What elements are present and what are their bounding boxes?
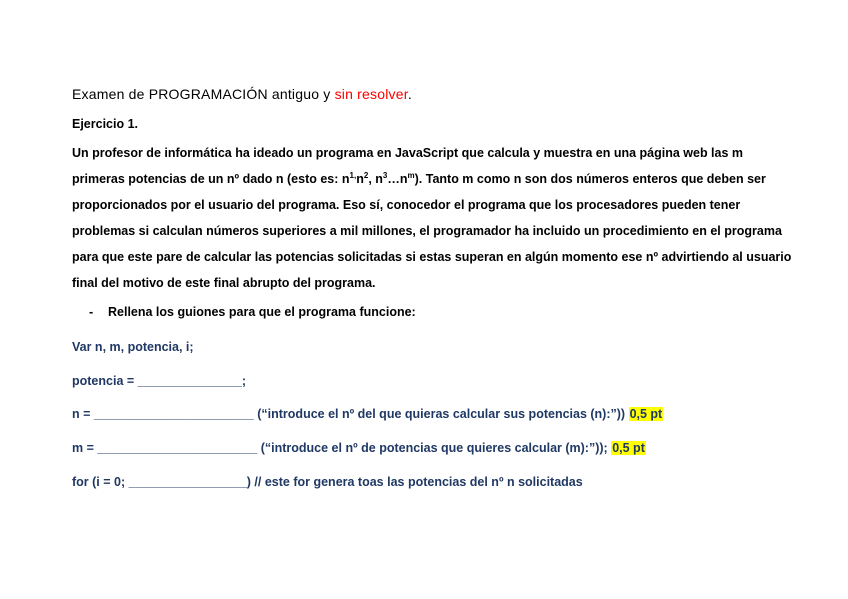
exercise-statement	[72, 140, 792, 296]
superscript-3: 3	[382, 171, 388, 180]
code-line-5: for (i = 0; _________________) // este for genera toas las potencias del nº n solicitadas	[72, 475, 583, 489]
title-highlight-red: sin resolver	[334, 86, 408, 102]
statement-line-6: final del motivo de este final abrupto del programa.	[72, 276, 376, 290]
statement-line-2-d: …n	[387, 172, 408, 186]
code-line-2: potencia = _______________;	[72, 374, 247, 388]
code-line-4-text: m = _______________________ (“introduce el nº de potencias que quieres calcular (m):”));	[72, 441, 608, 455]
bullet-dash: -	[89, 305, 94, 319]
statement-line-2-b: n	[356, 172, 364, 186]
superscript-m: m	[407, 171, 415, 180]
code-line-4	[72, 441, 646, 455]
title-main: Examen de PROGRAMACIÓN antiguo y	[72, 86, 335, 102]
statement-line-4: problemas si calculan números superiores a mil millones, el programador ha incluido un procedimiento en el programa	[72, 224, 782, 238]
points-badge: 0,5 pt	[629, 407, 663, 421]
code-line-1: Var n, m, potencia, i;	[72, 340, 194, 354]
code-line-3	[72, 407, 663, 421]
statement-line-2	[72, 166, 784, 192]
code-line-3-text: n = _______________________ (“introduce el nº del que quieras calcular sus potencias (n):”))	[72, 407, 626, 421]
superscript-1: 1,	[349, 171, 357, 180]
superscript-2: 2	[363, 171, 369, 180]
statement-line-2-a: primeras potencias de un nº dado n (esto es: n	[72, 172, 350, 186]
statement-line-2-e: ). Tanto m como n son dos números enteros que deben ser	[414, 172, 766, 186]
title-end: .	[407, 86, 412, 102]
instruction-text: Rellena los guiones para que el programa funcione:	[108, 305, 416, 319]
statement-line-1: Un profesor de informática ha ideado un programa en JavaScript que calcula y muestra en una página web las m	[72, 146, 744, 160]
exercise-label: Ejercicio 1.	[72, 117, 139, 131]
statement-line-3: proporcionados por el usuario del programa. Eso sí, conocedor el programa que los procesadores pueden tener	[72, 198, 741, 212]
statement-line-2-c: , n	[368, 172, 383, 186]
page-title	[72, 86, 412, 102]
points-badge: 0,5 pt	[612, 441, 645, 455]
instruction-item	[89, 305, 416, 319]
statement-line-5: para que este pare de calcular las potencias solicitadas si estas superan en algún momento ese nº advirtiendo al usuario	[72, 250, 792, 264]
